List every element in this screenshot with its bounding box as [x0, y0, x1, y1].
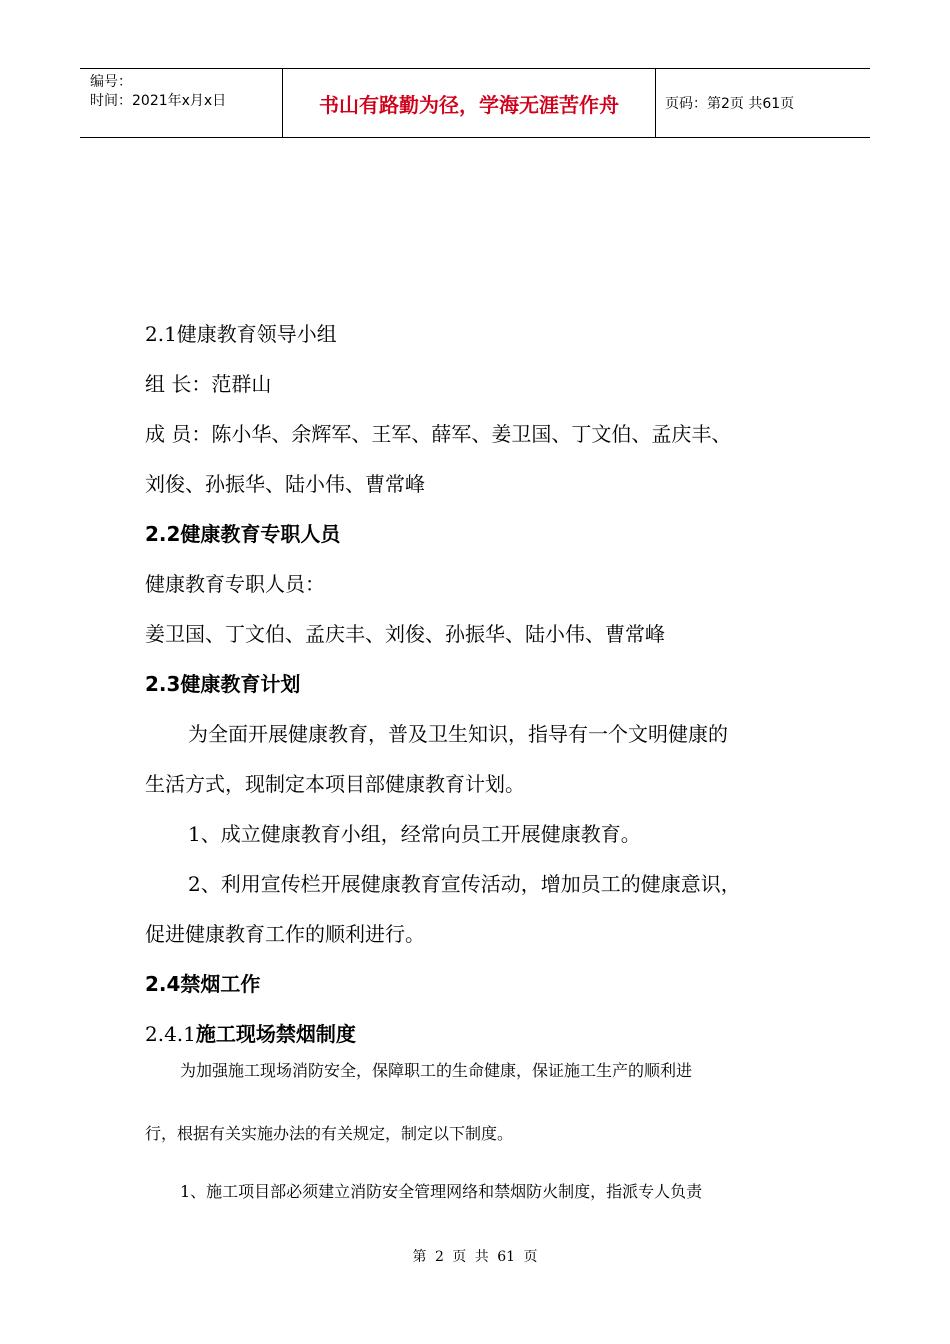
smoking-paragraph-line-2: 行，根据有关实施办法的有关规定，制定以下制度。: [145, 1124, 514, 1143]
section-2-4-1-heading: [145, 1018, 356, 1047]
document-number-label: 编号：: [90, 74, 132, 90]
group-members-line-2: 刘俊、孙振华、陆小伟、曹常峰: [145, 472, 425, 496]
smoking-paragraph-line-1: 为加强施工现场消防安全，保障职工的生命健康，保证施工生产的顺利进: [180, 1061, 693, 1080]
staff-label: 健康教育专职人员：: [145, 572, 325, 596]
group-members-line-1: 成 员：陈小华、余辉军、王军、薛军、姜卫国、丁文伯、孟庆丰、: [145, 422, 732, 446]
staff-names: 姜卫国、丁文伯、孟庆丰、刘俊、孙振华、陆小伟、曹常峰: [145, 622, 665, 646]
group-leader: 组 长：范群山: [145, 372, 272, 396]
page-footer: 第 2 页 共 61 页: [412, 1249, 538, 1265]
section-2-1-title: 2.1健康教育领导小组: [145, 322, 337, 346]
plan-paragraph-line-1: 为全面开展健康教育，普及卫生知识，指导有一个文明健康的: [188, 722, 728, 746]
header-meta: [80, 69, 282, 137]
section-2-3-title: 2.3健康教育计划: [145, 672, 301, 696]
header-page-info: 页码：第2页 共61页: [665, 96, 795, 112]
document-time: 时间：2021年x月x日: [90, 93, 227, 109]
header-motto: 书山有路勤为径，学海无涯苦作舟: [282, 69, 656, 137]
plan-paragraph-line-2: 生活方式，现制定本项目部健康教育计划。: [145, 772, 525, 796]
section-2-4-1-number: 2.4.1: [145, 1022, 196, 1046]
page-header: [80, 68, 870, 138]
plan-item-2-line-2: 促进健康教育工作的顺利进行。: [145, 922, 425, 946]
section-2-4-title: 2.4禁烟工作: [145, 972, 261, 996]
section-2-4-1-title: 施工现场禁烟制度: [195, 1022, 356, 1046]
smoking-item-1: 1、施工项目部必须建立消防安全管理网络和禁烟防火制度，指派专人负责: [180, 1182, 703, 1201]
plan-item-2-line-1: 2、利用宣传栏开展健康教育宣传活动，增加员工的健康意识，: [188, 872, 741, 896]
section-2-2-title: 2.2健康教育专职人员: [145, 522, 341, 546]
plan-item-1: 1、成立健康教育小组，经常向员工开展健康教育。: [188, 822, 641, 846]
